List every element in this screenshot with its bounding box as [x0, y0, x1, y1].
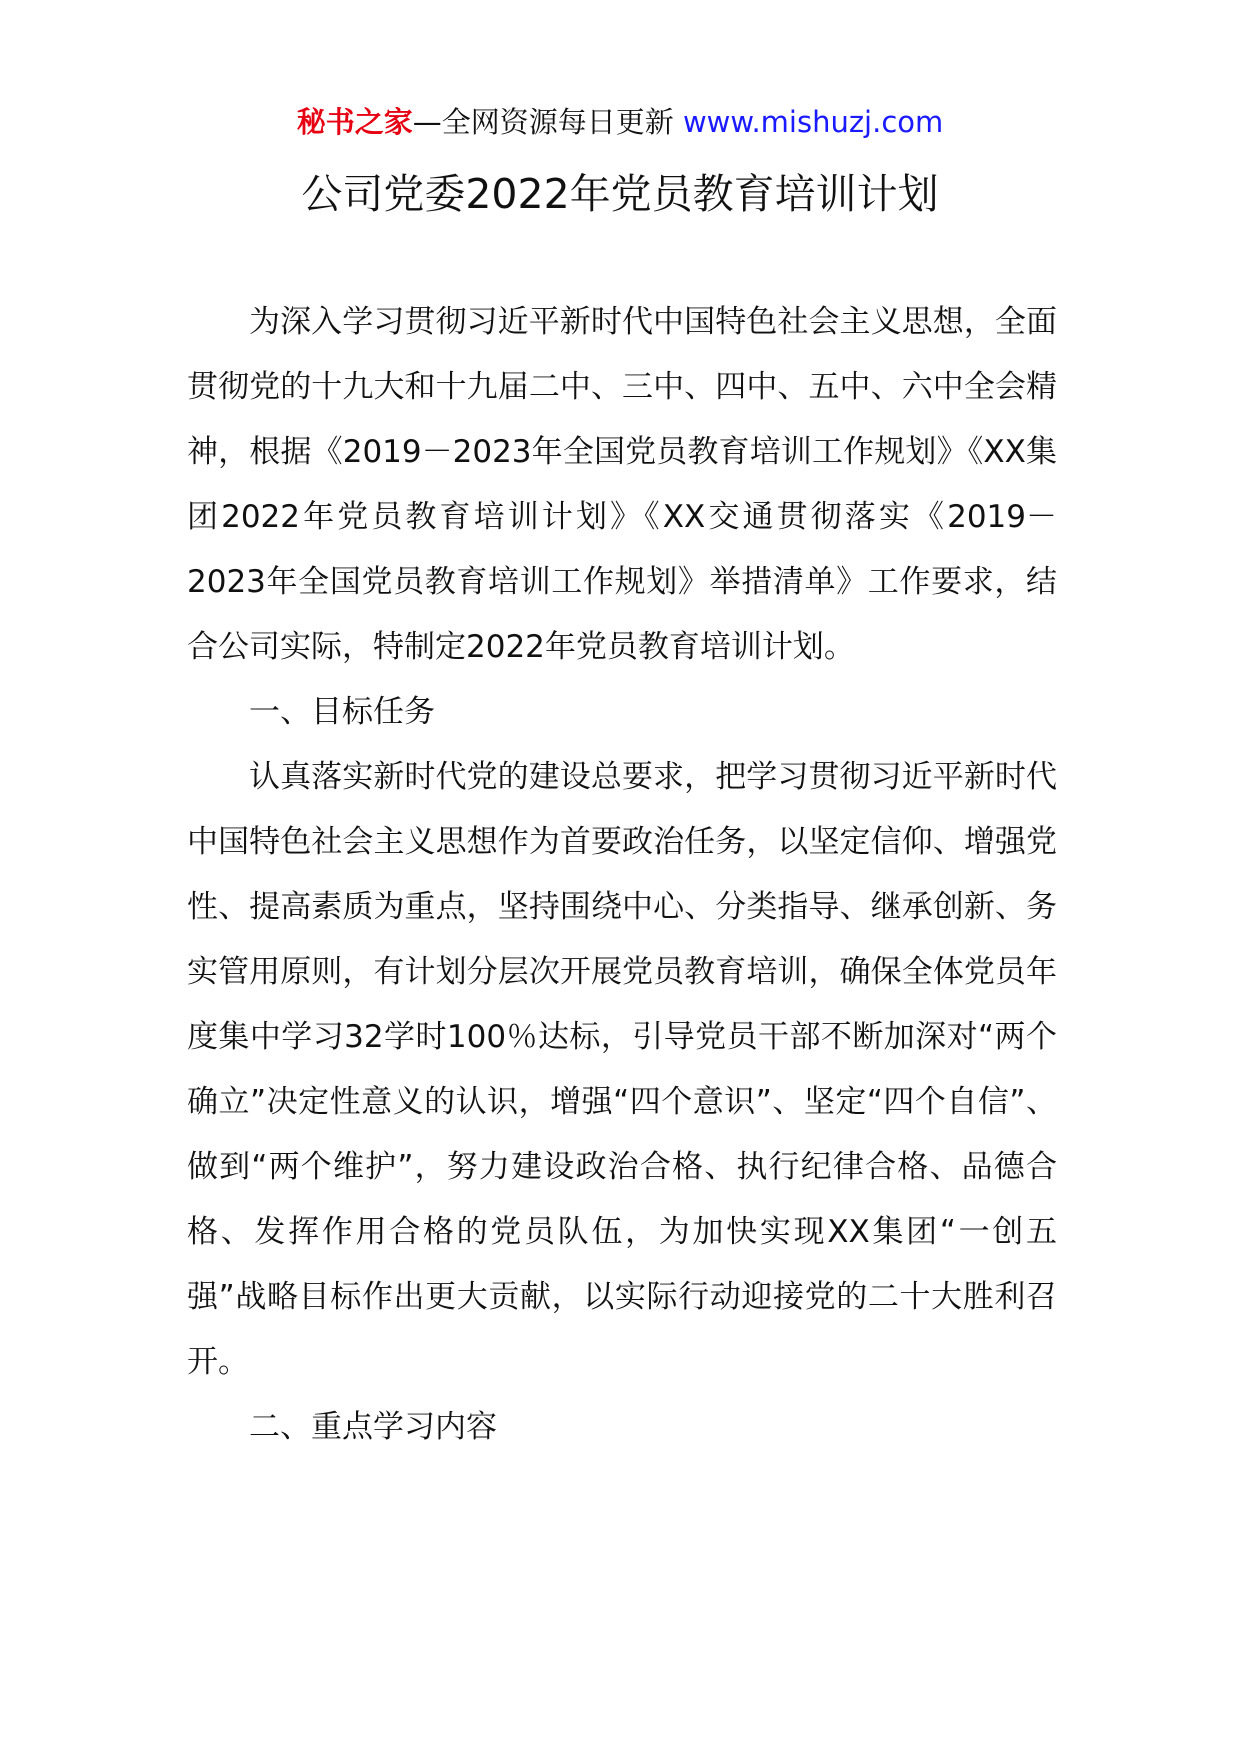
section-heading-key-content: 二、重点学习内容	[249, 1409, 497, 1445]
section-heading-goals: 一、目标任务	[249, 694, 435, 730]
site-url-link[interactable]: www.mishuzj.com	[682, 105, 944, 139]
site-header	[0, 100, 1240, 144]
document-body	[187, 290, 1057, 1460]
goals-paragraph: 认真落实新时代党的建设总要求，把学习贯彻习近平新时代中国特色社会主义思想作为首要政治任务，以坚定信仰、增强党性、提高素质为重点，坚持围绕中心、分类指导、继承创新、务实管用原则，有计划分层次开展党员教育培训，确保全体党员年度集中学习32学时100％达标，引导党员干部不断加深对“两个确立”决定性意义的认识，增强“四个意识”、坚定“四个自信”、做到“两个维护”，努力建设政治合格、执行纪律合格、品德合格、发挥作用合格的党员队伍，为加快实现XX集团“一创五强”战略目标作出更大贡献，以实际行动迎接党的二十大胜利召开。	[187, 759, 1057, 1380]
document-title: 公司党委2022年党员教育培训计划	[301, 170, 939, 218]
brand-name: 秘书之家	[296, 105, 413, 139]
header-tagline: —全网资源每日更新	[412, 105, 674, 139]
intro-paragraph: 为深入学习贯彻习近平新时代中国特色社会主义思想，全面贯彻党的十九大和十九届二中、三中、四中、五中、六中全会精神，根据《2019－2023年全国党员教育培训工作规划》《XX集团2022年党员教育培训计划》《XX交通贯彻落实《2019－2023年全国党员教育培训工作规划》举措清单》工作要求，结合公司实际，特制定2022年党员教育培训计划。	[187, 304, 1057, 665]
